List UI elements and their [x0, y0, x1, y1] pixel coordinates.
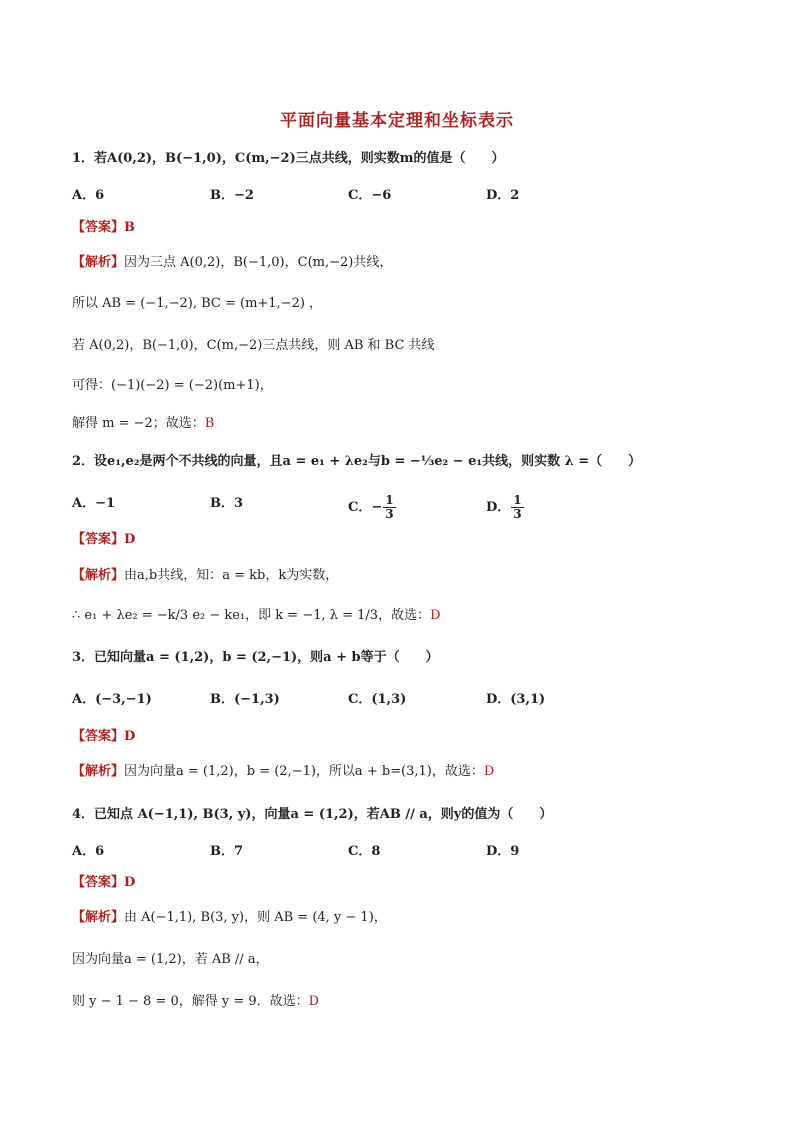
q1-analysis-4: 可得：(−1)(−2) = (−2)(m+1)，	[72, 378, 273, 393]
q4-option-a: A．6	[72, 844, 105, 859]
q1-option-c: C．−6	[348, 188, 392, 203]
q2-option-c-fraction	[383, 494, 395, 521]
q1-analysis-5: 解得 m = −2；故选：B	[72, 416, 215, 431]
q2-stem: 2．设e₁,e₂是两个不共线的向量，且a = e₁ + λe₂与b = −⅓e₂ − e₁共线，则实数 λ =（ ）	[72, 454, 642, 469]
q2-option-c-label: C．−	[348, 500, 383, 515]
q4-analysis-3: 则 y − 1 − 8 = 0，解得 y = 9．故选：D	[72, 994, 320, 1009]
q2-option-c-numerator: 1	[385, 493, 394, 507]
q1-analysis-1	[72, 253, 392, 273]
selected-answer-letter: B	[204, 416, 215, 431]
q2-option-d-label: D．	[486, 500, 511, 515]
q1-option-d: D．2	[486, 188, 520, 203]
q4-stem: 4．已知点 A(−1,1), B(3, y)，向量a = (1,2)，若AB // a，则y的值为（ ）	[72, 807, 553, 822]
q2-analysis-2: ∴ e₁ + λe₂ = −k/3 e₂ − ke₁，即 k = −1, λ = 1/3，故选：D	[72, 608, 441, 623]
q3-analysis-1	[72, 762, 494, 782]
q3-answer: 【答案】D	[72, 729, 136, 744]
q3-option-d: D．(3,1)	[486, 692, 546, 707]
selected-answer-letter: D	[430, 608, 441, 623]
page-title: 平面向量基本定理和坐标表示	[280, 111, 514, 131]
q2-option-d	[486, 494, 525, 521]
selected-answer-letter: D	[483, 764, 495, 779]
q2-option-d-numerator: 1	[513, 493, 522, 507]
q1-analysis-2: 所以 AB = (−1,−2), BC = (m+1,−2) ，	[72, 296, 323, 311]
q2-analysis-label: 【解析】	[72, 568, 125, 583]
q1-answer: 【答案】B	[72, 220, 135, 235]
q1-option-b: B．−2	[210, 188, 254, 203]
q1-analysis-text-1: 因为三点 A(0,2)，B(−1,0)，C(m,−2)共线，	[124, 255, 393, 270]
q3-analysis-label: 【解析】	[72, 764, 125, 779]
selected-answer-letter: D	[308, 994, 320, 1009]
q2-option-b: B．3	[210, 496, 244, 511]
q4-analysis-2: 因为向量a = (1,2)，若 AB // a，	[72, 952, 269, 967]
q3-analysis-text-1: 因为向量a = (1,2)，b = (2,−1)，所以a + b=(3,1)，故选：D	[124, 764, 495, 779]
q2-option-d-fraction	[511, 494, 523, 521]
q2-answer: 【答案】D	[72, 532, 136, 547]
q1-analysis-label: 【解析】	[72, 255, 125, 270]
q2-option-c-denominator: 3	[385, 507, 394, 521]
q4-analysis-label: 【解析】	[72, 910, 125, 925]
q1-option-a: A．6	[72, 188, 105, 203]
q4-analysis-text-1: 由 A(−1,1), B(3, y)，则 AB = (4, y − 1)，	[124, 910, 387, 925]
q4-answer: 【答案】D	[72, 875, 136, 890]
q3-option-a: A．(−3,−1)	[72, 692, 152, 707]
q2-option-c	[348, 494, 397, 521]
q3-option-b: B．(−1,3)	[210, 692, 280, 707]
q2-analysis-text-1: 由a,b共线，知：a = kb，k为实数，	[124, 568, 339, 583]
q4-option-d: D．9	[486, 844, 520, 859]
q3-stem: 3．已知向量a = (1,2)，b = (2,−1)，则a + b等于（ ）	[72, 650, 439, 665]
q2-option-a: A．−1	[72, 496, 116, 511]
q4-option-c: C．8	[348, 844, 381, 859]
q1-stem: 1．若A(0,2)，B(−1,0)，C(m,−2)三点共线，则实数m的值是（ ）	[72, 151, 505, 166]
q2-analysis-1	[72, 566, 338, 586]
q3-option-c: C．(1,3)	[348, 692, 407, 707]
q2-option-d-denominator: 3	[513, 507, 522, 521]
q4-analysis-1	[72, 908, 387, 928]
q1-analysis-3: 若 A(0,2)，B(−1,0)，C(m,−2)三点共线，则 AB 和 BC 共线	[72, 338, 435, 353]
q4-option-b: B．7	[210, 844, 244, 859]
